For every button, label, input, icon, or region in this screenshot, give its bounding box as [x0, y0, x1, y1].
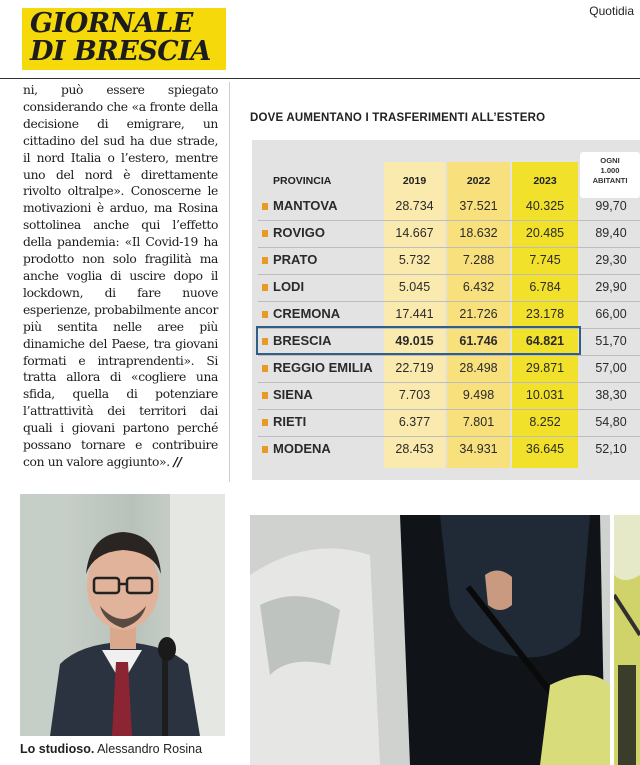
value-2022: 37.521 [459, 199, 498, 213]
side-photo [614, 515, 640, 765]
row-bullet-icon [262, 257, 268, 264]
value-2022: 34.931 [459, 442, 498, 456]
row-bullet-icon [262, 419, 268, 426]
row-bullet-icon [262, 230, 268, 237]
value-2022: 6.432 [462, 280, 495, 294]
value-2022: 18.632 [459, 226, 498, 240]
value-2023: 7.745 [529, 253, 561, 267]
value-2022: 28.498 [459, 361, 498, 375]
street-illustration [250, 515, 610, 765]
value-2022: 61.746 [459, 334, 498, 348]
value-2022: 9.498 [462, 388, 495, 402]
value-2019: 5.045 [398, 280, 431, 294]
section-tag: Quotidia [589, 4, 634, 18]
highlight-brescia-row [256, 326, 581, 355]
portrait-illustration [20, 494, 225, 736]
row-divider [258, 274, 640, 275]
province-name: MODENA [273, 441, 331, 456]
value-per-1000: 89,40 [595, 226, 627, 240]
value-2019: 22.719 [395, 361, 434, 375]
article-body [23, 82, 218, 471]
value-2019: 5.732 [398, 253, 431, 267]
value-per-1000: 57,00 [595, 361, 627, 375]
row-bullet-icon [262, 311, 268, 318]
province-name: PRATO [273, 252, 318, 267]
street-photo [250, 515, 610, 765]
province-name: LODI [273, 279, 305, 294]
row-bullet-icon [262, 365, 268, 372]
value-2019: 7.703 [398, 388, 431, 402]
masthead-line-1: GIORNALE [30, 8, 193, 39]
row-divider [258, 409, 640, 410]
article-endmark: // [173, 454, 182, 469]
header-ogni-line2: 1.000 [600, 166, 620, 175]
portrait-photo [20, 494, 225, 736]
province-name: BRESCIA [273, 333, 332, 348]
header-provincia: PROVINCIA [273, 175, 332, 187]
value-2023: 64.821 [525, 334, 565, 348]
row-divider [258, 355, 640, 356]
header-ogni-line1: OGNI [600, 156, 620, 165]
value-per-1000: 38,30 [595, 388, 627, 402]
province-name: MANTOVA [273, 198, 338, 213]
table-title: DOVE AUMENTANO I TRASFERIMENTI ALL’ESTERO [250, 112, 546, 124]
masthead-line-2: DI BRESCIA [30, 36, 211, 67]
column-divider [229, 82, 230, 482]
photo-caption [20, 742, 202, 756]
value-2019: 6.377 [398, 415, 431, 429]
header-divider [0, 78, 640, 79]
article-text: ni, può essere spiegato considerando che «a fronte della decisione di emigrare, un cittadino del sud ha due strade, il nord Italia o l’estero, mentre uno del nord è direttamente rivolto oltralpe». Conoscerne le motivazioni è arduo, ma Rosina sottolinea anche qui l’effetto della pandemia: «Il Covid-19 ha prodotto non solo fragilità ma anche voglia di uscire dopo il lockdown, di fare nuove esperienze, probabilmente ancor più sentita nelle aree più dinamiche del Paese, tra giovani formati e intraprendenti». Si tratta allora di «cogliere una sfida, quella di potenziare l’attrattività dei territori dai quali i giovani partono perché possano tornare e contribuire con un valore aggiunto». [23, 83, 218, 469]
value-2019: 49.015 [395, 334, 434, 348]
value-per-1000: 66,00 [595, 307, 627, 321]
value-2022: 21.726 [459, 307, 498, 321]
header-per-1000 [580, 152, 640, 198]
row-divider [258, 301, 640, 302]
value-2023: 40.325 [525, 199, 565, 213]
row-bullet-icon [262, 203, 268, 210]
value-per-1000: 52,10 [595, 442, 627, 456]
row-divider [258, 436, 640, 437]
value-2019: 28.734 [395, 199, 434, 213]
row-divider [258, 220, 640, 221]
value-2023: 23.178 [525, 307, 565, 321]
header-2019: 2019 [402, 175, 427, 187]
value-2022: 7.801 [462, 415, 495, 429]
value-2019: 17.441 [395, 307, 434, 321]
value-2019: 14.667 [395, 226, 434, 240]
header-2023: 2023 [533, 175, 557, 187]
value-per-1000: 29,30 [595, 253, 627, 267]
row-bullet-icon [262, 284, 268, 291]
value-per-1000: 54,80 [595, 415, 627, 429]
value-2022: 7.288 [462, 253, 495, 267]
province-name: SIENA [273, 387, 313, 402]
province-name: ROVIGO [273, 225, 326, 240]
value-2023: 36.645 [525, 442, 565, 456]
row-divider [258, 247, 640, 248]
value-2023: 29.871 [525, 361, 565, 375]
province-name: CREMONA [273, 306, 341, 321]
value-2023: 8.252 [529, 415, 561, 429]
value-2023: 10.031 [525, 388, 565, 402]
row-bullet-icon [262, 392, 268, 399]
province-name: RIETI [273, 414, 307, 429]
caption-text: Alessandro Rosina [94, 742, 203, 756]
value-2023: 6.784 [529, 280, 561, 294]
value-per-1000: 29,90 [595, 280, 627, 294]
row-bullet-icon [262, 446, 268, 453]
value-2023: 20.485 [525, 226, 565, 240]
province-name: REGGIO EMILIA [273, 360, 373, 375]
header-2022: 2022 [466, 175, 491, 187]
side-illustration [614, 515, 640, 765]
caption-bold: Lo studioso. [20, 742, 95, 756]
value-per-1000: 51,70 [595, 334, 627, 348]
header-ogni-line3: ABITANTI [592, 176, 628, 185]
value-per-1000: 99,70 [595, 199, 627, 213]
masthead-logo[interactable] [22, 8, 226, 70]
value-2019: 28.453 [395, 442, 434, 456]
row-divider [258, 382, 640, 383]
